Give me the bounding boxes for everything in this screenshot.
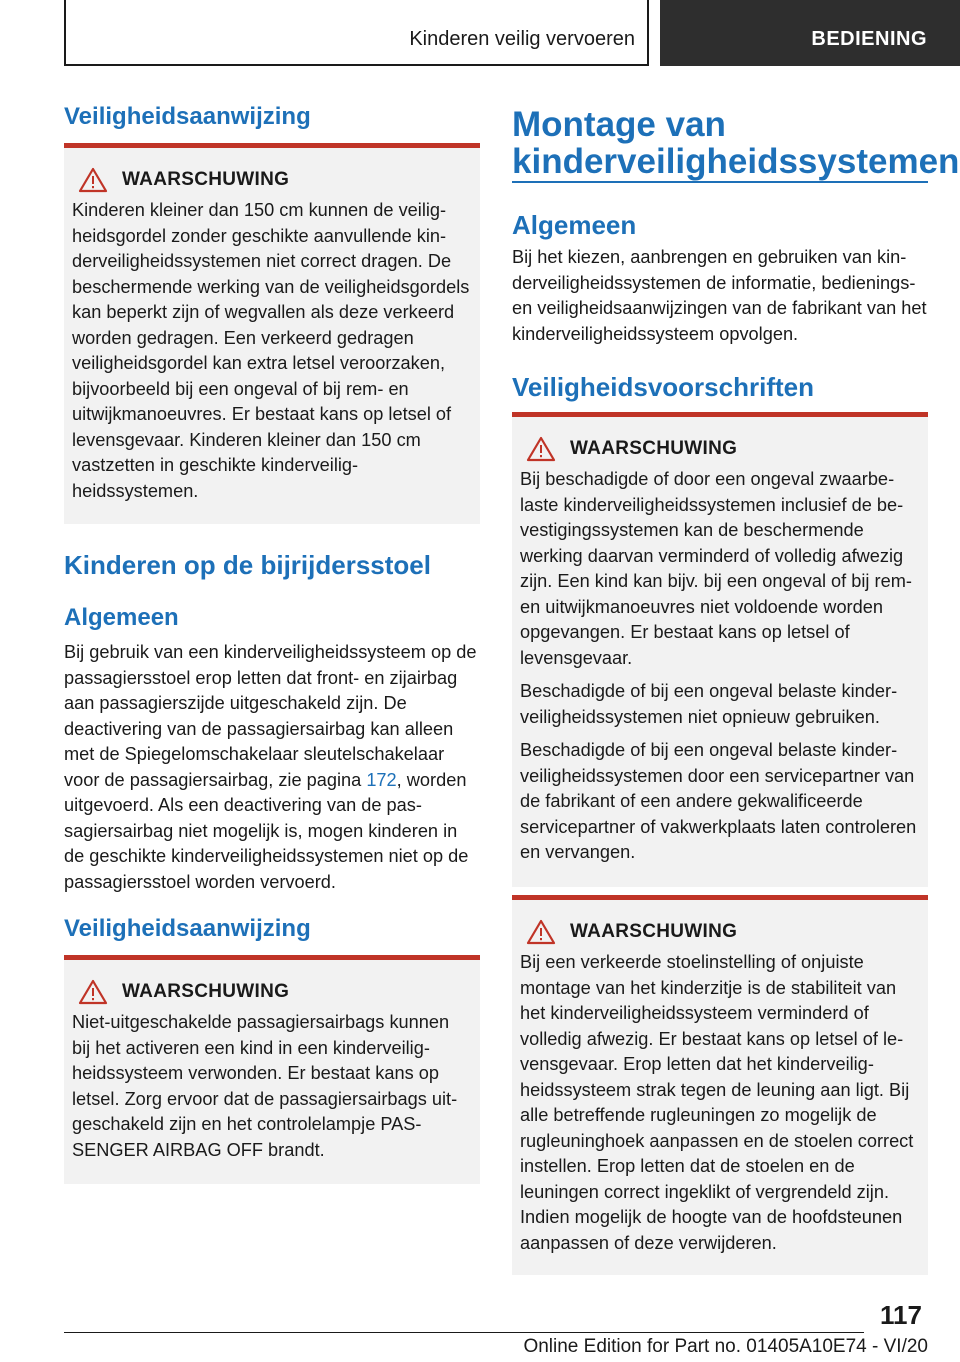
warning-header <box>72 166 472 194</box>
warning-paragraph-3: Beschadigde of bij een ongeval belaste kinderveiligheidssystemen door een servicepartner van de fabrikant of een andere gekwalificeerde servicepartner of vakwerkplaats laten controleren en vervangen. <box>520 740 917 862</box>
warning-text <box>72 1010 472 1163</box>
page-reference-link[interactable]: 172 <box>366 769 397 790</box>
edition-note: Online Edition for Part no. 01405A10E74 - VI/20 <box>523 1336 928 1357</box>
warning-paragraph-1: Bij beschadigde of door een ongeval zwaarbelaste kinderveiligheidssystemen inclusief de bevestigingssystemen kan de beschermende werking daarvan verminderd of volledig afwezig zijn. Een kind kan bijv. bij een ongeval of bij rem- en uitwijkmanoeuvres niet voldoende worden opgevangen. Er bestaat kans op letsel of levensgevaar. <box>520 469 912 668</box>
warning-box-3 <box>512 412 928 887</box>
footer-rule <box>64 1332 864 1333</box>
warning-text <box>520 467 920 866</box>
warning-header <box>520 435 920 463</box>
heading-general-left: Algemeen <box>64 604 179 631</box>
chapter-tab[interactable] <box>660 0 960 66</box>
heading-safety-2: Veiligheidsaanwijzing <box>64 915 311 942</box>
warning-triangle-icon <box>78 167 108 193</box>
warning-box-1 <box>64 143 480 524</box>
warning-box-4 <box>512 895 928 1275</box>
heading-safety-rules: Veiligheidsvoorschriften <box>512 372 814 402</box>
general-text-right: Bij het kiezen, aanbrengen en gebruiken van kinderveiligheidssystemen de informatie, bedienings- en veiligheidsaanwijzingen van de fabrikant van het kinderveiligheidssysteem opvolgen. <box>512 247 927 344</box>
page-title: Montage van kinderveiligheidssystemen <box>512 105 960 181</box>
warning-triangle-icon <box>526 436 556 462</box>
warning-paragraph-2: Beschadigde of bij een ongeval belaste kinderveiligheidssystemen niet opnieuw gebruiken. <box>520 681 898 727</box>
warning-text <box>520 950 920 1256</box>
page-number: 117 <box>880 1300 922 1330</box>
heading-passenger-seat: Kinderen op de bijrijdersstoel <box>64 550 431 580</box>
warning-title: WAARSCHUWING <box>570 921 738 942</box>
warning-header <box>520 918 920 946</box>
warning-title: WAARSCHUWING <box>570 438 738 459</box>
warning-paragraph: Bij een verkeerde stoelinstelling of onjuiste montage van het kinderzitje is de stabiliteit van het kinderveiligheidssysteem verminderd of volledig afwezig. Er bestaat kans op letsel of levensgevaar. Erop letten dat het kinderveiligheidssysteem strak tegen de leuning aan ligt. Bij alle betreffende rugleuningen zo mogelijk de rugleuninghoek aanpassen en de stoelen correct instellen. Erop letten dat de stoelen en de leuningen correct ingeklikt of vergrendeld zijn. Indien mogelijk de hoogte van de hoofdsteunen aanpassen of deze verwijderen. <box>520 952 914 1253</box>
general-paragraph-left <box>64 640 480 895</box>
section-title: Kinderen veilig vervoeren <box>409 28 635 50</box>
warning-header <box>72 978 472 1006</box>
warning-title: WAARSCHUWING <box>122 981 290 1002</box>
warning-text <box>72 198 472 504</box>
general-paragraph-right <box>512 245 928 347</box>
page-header <box>0 0 960 66</box>
title-underline <box>512 181 928 183</box>
general-text-part-a: Bij gebruik van een kinderveiligheidssysteem op de passagiersstoel erop letten dat front- en zijairbag aan passagierszijde uitgeschakeld zijn. De deactivering van de passagiersairbag kan alleen met de Spiegelomschakelaar sleutelschakelaar voor de passagiersairbag, zie pagina <box>64 642 477 790</box>
warning-title: WAARSCHUWING <box>122 169 290 190</box>
chapter-tab-label: BEDIENING <box>811 28 927 50</box>
warning-paragraph: Niet-uitgeschakelde passagiersairbags kunnen bij het activeren een kind in een kinderveiligheidssysteem verwonden. Er bestaat kans op letsel. Zorg ervoor dat de passagiersairbags uitgeschakeld zijn en het controlelampje PASSENGER AIRBAG OFF brandt. <box>72 1012 458 1160</box>
heading-general-right: Algemeen <box>512 210 637 240</box>
warning-box-2 <box>64 955 480 1184</box>
warning-triangle-icon <box>78 979 108 1005</box>
heading-safety-1: Veiligheidsaanwijzing <box>64 103 311 130</box>
general-text-part-b: , worden uitgevoerd. Als een deactivering van de passagiersairbag niet mogelijk is, mogen kinderen in de geschikte kinderveiligheidssystemen niet op de passagiersstoel worden vervoerd. <box>64 769 469 892</box>
warning-triangle-icon <box>526 919 556 945</box>
header-frame <box>64 0 649 66</box>
warning-paragraph: Kinderen kleiner dan 150 cm kunnen de veiligheidsgordel zonder geschikte aanvullende kinderveiligheidssystemen niet correct dragen. De beschermende werking van de veiligheidsgordels kan beperkt zijn of wegvallen als deze verkeerd worden gedragen. Een verkeerd gedragen veiligheidsgordel kan extra letsel veroorzaken, bijvoorbeeld bij een ongeval of bij rem- en uitwijkmanoeuvres. Er bestaat kans op letsel of levensgevaar. Kinderen kleiner dan 150 cm vastzetten in geschikte kinderveiligheidssystemen. <box>72 200 470 501</box>
